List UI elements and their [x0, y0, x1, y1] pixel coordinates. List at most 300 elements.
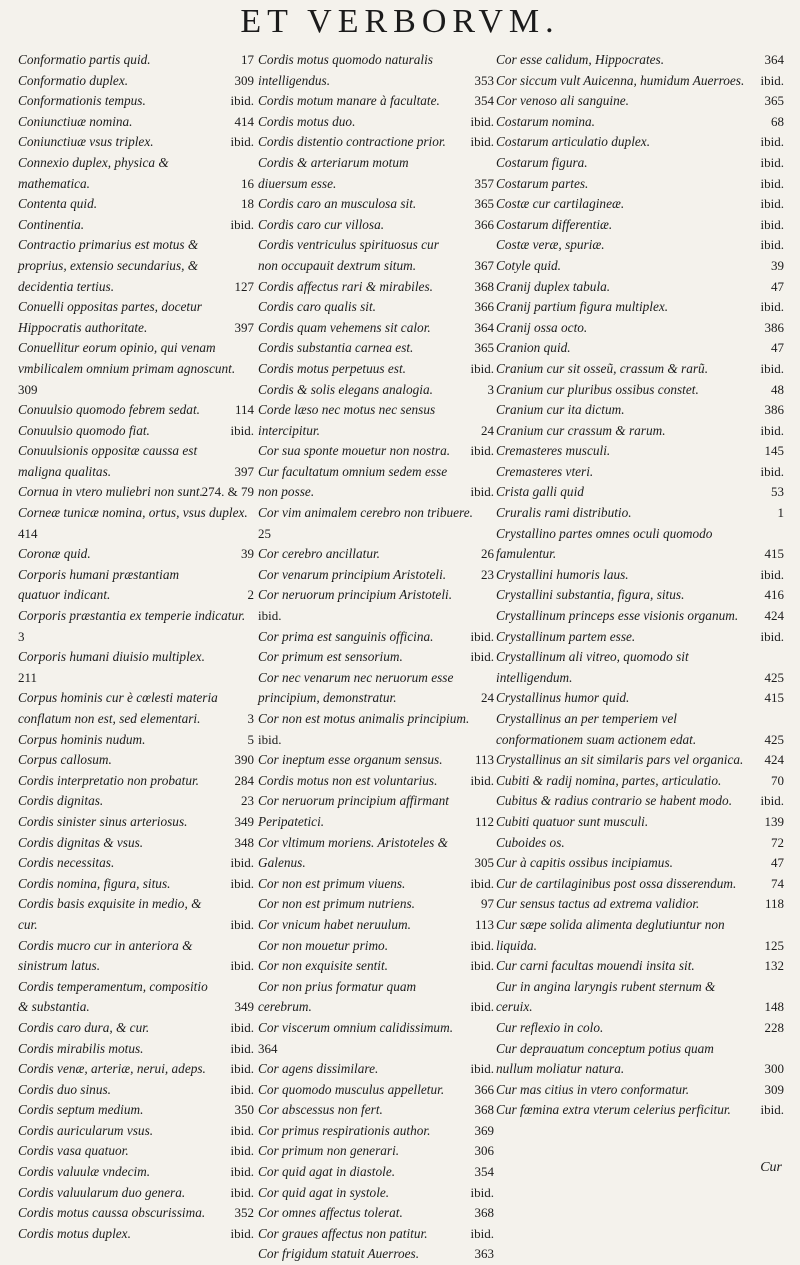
index-term: Crystallinus an sit similaris pars vel organica.: [496, 752, 744, 768]
index-term: Conuulsio quomodo fiat.: [18, 422, 150, 438]
index-term: Cur mas citius in vtero conformatur.: [496, 1081, 690, 1097]
page-reference: 368: [474, 1102, 494, 1118]
page-reference: 148: [764, 999, 784, 1015]
index-term: Cur de cartilaginibus post ossa disserendum.: [496, 875, 737, 891]
index-entry: [18, 1100, 254, 1121]
index-term: Cor sua sponte mouetur non nostra.: [258, 443, 451, 459]
index-entry: [18, 1039, 254, 1060]
index-term: Contenta quid.: [18, 196, 98, 212]
index-entry: [258, 750, 494, 771]
index-entry: [496, 771, 784, 792]
index-entry: [496, 791, 784, 812]
index-term: Cordis valuularum duo genera.: [18, 1184, 186, 1200]
page-reference: 354: [474, 1164, 494, 1180]
index-term: Conformatio duplex.: [18, 72, 129, 88]
page-reference: ibid.: [470, 649, 494, 665]
page-reference: ibid.: [760, 134, 784, 150]
page-reference: ibid.: [760, 216, 784, 232]
index-term: Cur facultatum omnium sedem esse non posse.: [258, 463, 448, 500]
index-term: Cor viscerum omnium calidissimum.: [258, 1019, 454, 1035]
index-entry: [496, 215, 784, 236]
index-term: Cordis ventriculus spirituosus cur non occupauit dextrum situm.: [258, 237, 439, 273]
index-entry: [258, 1183, 494, 1204]
index-column-2: [258, 50, 494, 1265]
page-reference: ibid.: [470, 113, 494, 129]
index-term: Cornua in vtero muliebri non sunt.: [18, 484, 203, 500]
page-reference: ibid.: [760, 1102, 784, 1118]
page-reference: 114: [234, 402, 254, 418]
page-reference: 306: [474, 1143, 494, 1159]
index-term: Coniunctiuæ vsus triplex.: [18, 134, 154, 150]
index-entry: [258, 894, 494, 915]
index-entry: [18, 194, 254, 215]
index-entry: [18, 235, 254, 297]
index-entry: [18, 1203, 254, 1224]
page-reference: 348: [234, 834, 254, 850]
index-term: Cordis caro an musculosa sit.: [258, 196, 417, 212]
index-entry: [18, 977, 254, 1018]
index-entry: [496, 297, 784, 318]
index-entry: [258, 318, 494, 339]
page-reference: ibid.: [470, 1184, 494, 1200]
index-term: Costarum articulatio duplex.: [496, 134, 651, 150]
index-entry: [18, 1018, 254, 1039]
page-reference: 23: [481, 566, 494, 582]
index-term: Costæ veræ, spuriæ.: [496, 237, 605, 253]
index-entry: [18, 1183, 254, 1204]
index-entry: [258, 380, 494, 401]
index-entry: [18, 1080, 254, 1101]
index-entry: [496, 977, 784, 1018]
page-reference: 118: [764, 896, 784, 912]
index-term: Cranij duplex tabula.: [496, 278, 611, 294]
index-term: Costarum figura.: [496, 154, 588, 170]
index-term: Crystallinum ali vitreo, quomodo sit intelligendum.: [496, 649, 689, 685]
index-term: Cranium cur ita dictum.: [496, 402, 625, 418]
index-entry: [258, 462, 494, 503]
page-reference: 414: [234, 113, 254, 129]
index-entry: [496, 874, 784, 895]
index-term: Crystallini substantia, figura, situs.: [496, 587, 685, 603]
page-reference: ibid.: [230, 93, 254, 109]
index-entry: [258, 215, 494, 236]
page-reference: 2: [247, 587, 254, 603]
index-entry: [496, 112, 784, 133]
index-entry: [496, 812, 784, 833]
index-term: Cordis dignitas & vsus.: [18, 834, 144, 850]
page-reference: ibid.: [470, 628, 494, 644]
index-entry: [18, 688, 254, 729]
index-entry: [496, 277, 784, 298]
index-entry: [18, 1224, 254, 1245]
index-term: Cranij ossa octo.: [496, 319, 588, 335]
index-entry: [496, 833, 784, 854]
page-reference: 5: [247, 731, 254, 747]
index-entry: [258, 235, 494, 276]
index-entry: [496, 627, 784, 648]
index-entry: [258, 91, 494, 112]
index-entry: [496, 91, 784, 112]
index-term: Corpus hominis nudum.: [18, 731, 146, 747]
page-reference: ibid.: [470, 134, 494, 150]
page-reference: 139: [764, 813, 784, 829]
page-reference: ibid.: [470, 484, 494, 500]
index-term: Cor non prius formatur quam cerebrum.: [258, 978, 417, 1015]
page-reference: ibid.: [470, 958, 494, 974]
page-reference: ibid.: [760, 463, 784, 479]
index-entry: [258, 338, 494, 359]
page-reference: 365: [474, 196, 494, 212]
index-term: Crystallinus humor quid.: [496, 690, 630, 706]
index-entry: [18, 730, 254, 751]
index-entry: [18, 503, 254, 544]
index-term: Cordis & arteriarum motum diuersum esse.: [258, 154, 409, 191]
index-entry: [496, 235, 784, 256]
index-term: Cor non mouetur primo.: [258, 937, 389, 953]
page-reference: ibid.: [760, 72, 784, 88]
index-term: Cor omnes affectus tolerat.: [258, 1205, 403, 1221]
index-entry: [258, 1121, 494, 1142]
index-term: Cordis caro cur villosa.: [258, 216, 385, 232]
index-entry: [18, 874, 254, 895]
index-entry: [496, 174, 784, 195]
index-term: Cordis dignitas.: [18, 793, 104, 809]
page-reference: ibid.: [230, 1164, 254, 1180]
index-entry: [258, 647, 494, 668]
index-term: Cordis necessitas.: [18, 855, 115, 871]
page-reference: 47: [771, 855, 784, 871]
index-term: Cordis temperamentum, compositio & substantia.: [18, 978, 208, 1015]
page-reference: 70: [771, 772, 784, 788]
index-term: Cur deprauatum conceptum potius quam nullum moliatur natura.: [496, 1040, 714, 1077]
page-reference: 397: [234, 319, 254, 335]
page-reference: 365: [764, 93, 784, 109]
index-entry: [258, 977, 494, 1018]
page-reference: ibid.: [470, 1061, 494, 1077]
index-entry: [496, 194, 784, 215]
index-entry: [258, 709, 494, 750]
index-entry: [258, 194, 494, 215]
index-entry: [496, 565, 784, 586]
index-entry: [18, 771, 254, 792]
index-term: Cubitus & radius contrario se habent modo.: [496, 793, 733, 809]
index-entry: [18, 750, 254, 771]
index-term: Cur reflexio in colo.: [496, 1019, 604, 1035]
index-term: Cordis motus perpetuus est.: [258, 360, 406, 376]
index-term: Cordis basis exquisite in medio, & cur.: [18, 896, 202, 932]
page-reference: ibid.: [470, 772, 494, 788]
page-reference: ibid.: [230, 1040, 254, 1056]
index-term: Cordis & solis elegans analogia.: [258, 381, 433, 397]
page-reference: 390: [234, 752, 254, 768]
index-term: Cordis motus duplex.: [18, 1225, 131, 1241]
index-entry: [258, 1162, 494, 1183]
page-reference: 274. & 79: [201, 484, 254, 500]
index-entry: [258, 1018, 494, 1059]
page-reference: ibid.: [230, 916, 254, 932]
index-entry: [496, 153, 784, 174]
index-term: Corde læso nec motus nec sensus intercipitur.: [258, 402, 436, 438]
page-reference: ibid.: [760, 360, 784, 376]
page-reference: 305: [474, 855, 494, 871]
page-reference: 113: [474, 752, 494, 768]
index-term: Cor primus respirationis author.: [258, 1122, 431, 1138]
index-term: Cor nec venarum nec neruorum esse principium, demonstratur.: [258, 669, 454, 706]
index-entry: [18, 936, 254, 977]
index-entry: [258, 400, 494, 441]
index-term: Coniunctiuæ nomina.: [18, 113, 133, 129]
index-entry: [18, 1162, 254, 1183]
index-entry: [258, 565, 494, 586]
index-entry: [258, 1141, 494, 1162]
index-entry: [496, 1018, 784, 1039]
index-term: Cordis substantia carnea est.: [258, 340, 414, 356]
index-entry: [496, 71, 784, 92]
index-term: Crystallinus an per temperiem vel conformationem suam actionem edat.: [496, 711, 697, 747]
index-entry: [18, 338, 254, 400]
index-term: Costarum nomina.: [496, 113, 595, 129]
index-entry: [18, 132, 254, 153]
index-term: Cor neruorum principium affirmant Peripatetici.: [258, 793, 449, 829]
index-term: Cor frigidum statuit Auerroes.: [258, 1246, 420, 1262]
index-entry: [258, 153, 494, 194]
page-reference: 424: [764, 752, 784, 768]
index-entry: [496, 338, 784, 359]
page-reference: 364: [764, 52, 784, 67]
page-reference: 3: [247, 711, 254, 726]
index-term: Cremasteres musculi.: [496, 443, 611, 459]
page-reference: ibid.: [470, 999, 494, 1015]
index-entry: [258, 1203, 494, 1224]
index-term: Cor non est motus animalis principium.: [258, 711, 470, 726]
page-reference: 386: [764, 319, 784, 335]
index-term: Cor primum non generari.: [258, 1143, 400, 1159]
page-reference: ibid.: [230, 1122, 254, 1138]
index-term: Cor non exquisite sentit.: [258, 958, 389, 974]
index-entry: [496, 606, 784, 627]
index-term: Cordis nomina, figura, situs.: [18, 875, 171, 891]
page-reference: 357: [474, 175, 494, 191]
page-reference: 386: [764, 402, 784, 418]
index-entry: [258, 1224, 494, 1245]
index-term: Crystallinum princeps esse visionis organum.: [496, 608, 739, 624]
page-reference: 397: [234, 463, 254, 479]
page-reference: 25: [258, 525, 271, 541]
page-reference: 416: [764, 587, 784, 603]
index-entry: [18, 833, 254, 854]
index-term: Cordis interpretatio non probatur.: [18, 772, 200, 788]
page-reference: 368: [474, 1205, 494, 1221]
catchword: Cur: [760, 1160, 782, 1175]
page-reference: 350: [234, 1102, 254, 1118]
index-term: Costæ cur cartilagineæ.: [496, 196, 625, 212]
index-term: Cordis mirabilis motus.: [18, 1040, 144, 1056]
index-term: Cordis venæ, arteriæ, nerui, adeps.: [18, 1061, 206, 1077]
index-term: Corporis humani præstantiam quatuor indicant.: [18, 566, 180, 603]
page-reference: 1: [777, 505, 784, 521]
index-term: Cor quomodo musculus appelletur.: [258, 1081, 445, 1097]
index-term: Costarum partes.: [496, 175, 589, 191]
index-term: Cor vim animalem cerebro non tribuere.: [258, 505, 473, 521]
index-entry: [18, 297, 254, 338]
index-term: Cordis motus caussa obscurissima.: [18, 1205, 206, 1221]
page-reference: 366: [474, 299, 494, 315]
index-term: Cordis duo sinus.: [18, 1081, 111, 1097]
index-entry: [496, 524, 784, 565]
index-entry: [258, 874, 494, 895]
page-reference: 309: [234, 72, 254, 88]
index-term: Cranium cur crassum & rarum.: [496, 422, 666, 438]
page-reference: 72: [771, 834, 784, 850]
index-column-3: [496, 50, 784, 1121]
index-entry: [18, 1121, 254, 1142]
index-term: Cor non est primum nutriens.: [258, 896, 415, 912]
index-entry: [18, 1059, 254, 1080]
index-term: Conuulsionis oppositæ caussa est maligna qualitas.: [18, 443, 198, 479]
index-term: Cranij partium figura multiplex.: [496, 299, 669, 315]
index-entry: [258, 915, 494, 936]
page-reference: 354: [474, 93, 494, 109]
index-entry: [258, 668, 494, 709]
index-term: Cranium cur pluribus ossibus constet.: [496, 381, 699, 397]
index-term: Cur fœmina extra vterum celerius perficitur.: [496, 1102, 731, 1118]
index-term: Corpus hominis cur è cœlesti materia conflatum non est, sed elementari.: [18, 690, 218, 726]
index-column-1: [18, 50, 254, 1244]
index-entry: [496, 1080, 784, 1101]
index-term: Cordis mucro cur in anteriora & sinistrum latus.: [18, 937, 193, 974]
index-entry: [18, 112, 254, 133]
page-reference: 47: [771, 340, 784, 356]
index-entry: [18, 71, 254, 92]
index-term: Cordis distentio contractione prior.: [258, 134, 446, 150]
index-term: Cor agens dissimilare.: [258, 1061, 379, 1077]
page-reference: ibid.: [760, 299, 784, 315]
index-entry: [258, 132, 494, 153]
index-term: Cranion quid.: [496, 340, 571, 356]
index-term: Conuulsio quomodo febrem sedat.: [18, 402, 200, 418]
index-term: Corpus callosum.: [18, 752, 112, 768]
index-entry: [496, 503, 784, 524]
page-reference: 228: [764, 1019, 784, 1035]
page-reference: 26: [481, 546, 494, 562]
page-reference: 309: [764, 1081, 784, 1097]
index-term: Cur à capitis ossibus incipiamus.: [496, 855, 673, 871]
index-term: Cordis motus quomodo naturalis intelligendus.: [258, 52, 433, 88]
page-reference: 53: [771, 484, 784, 500]
index-term: Cordis caro dura, & cur.: [18, 1019, 150, 1035]
index-entry: [258, 441, 494, 462]
page-reference: ibid.: [470, 937, 494, 953]
page-reference: ibid.: [230, 1019, 254, 1035]
index-term: Cor quid agat in systole.: [258, 1184, 390, 1200]
page-reference: 366: [474, 1081, 494, 1097]
index-entry: [496, 441, 784, 462]
index-entry: [18, 153, 254, 194]
index-term: Cor vltimum moriens. Aristoteles & Galenus.: [258, 834, 448, 871]
index-term: Cor venoso ali sanguine.: [496, 93, 629, 109]
index-entry: [18, 482, 254, 503]
page-reference: 364: [474, 319, 494, 335]
index-entry: [18, 565, 254, 606]
index-term: Cuboides os.: [496, 834, 565, 850]
index-term: Cordis valuulæ vndecim.: [18, 1164, 151, 1180]
page-reference: ibid.: [258, 608, 282, 624]
page-reference: ibid.: [760, 628, 784, 644]
index-entry: [18, 215, 254, 236]
page-reference: ibid.: [760, 237, 784, 253]
index-term: Cordis vasa quatuor.: [18, 1143, 129, 1159]
page-reference: ibid.: [230, 1081, 254, 1097]
page-reference: 16: [241, 175, 254, 191]
index-entry: [496, 709, 784, 750]
index-term: Crystallinum partem esse.: [496, 628, 636, 644]
index-entry: [496, 318, 784, 339]
index-term: Cordis auricularum vsus.: [18, 1122, 154, 1138]
page-reference: ibid.: [230, 1225, 254, 1241]
index-entry: [258, 1059, 494, 1080]
page-reference: ibid.: [470, 360, 494, 376]
index-term: Cor prima est sanguinis officina.: [258, 628, 434, 644]
page-reference: ibid.: [230, 855, 254, 871]
index-entry: [496, 359, 784, 380]
page-reference: ibid.: [760, 422, 784, 438]
index-term: Cor abscessus non fert.: [258, 1102, 383, 1118]
index-entry: [496, 1039, 784, 1080]
index-entry: [18, 544, 254, 565]
index-term: Cor cerebro ancillatur.: [258, 546, 381, 562]
index-entry: [258, 1080, 494, 1101]
index-term: Conuelli oppositas partes, docetur Hippocratis authoritate.: [18, 299, 202, 335]
index-entry: [258, 833, 494, 874]
index-entry: [18, 91, 254, 112]
page-reference: ibid.: [760, 793, 784, 809]
index-entry: [496, 894, 784, 915]
page-reference: ibid.: [230, 134, 254, 150]
index-entry: [496, 956, 784, 977]
index-term: Cranium cur sit osseũ, crassum & rarũ.: [496, 360, 709, 376]
page-reference: 349: [234, 813, 254, 829]
index-entry: [18, 1141, 254, 1162]
index-entry: [496, 853, 784, 874]
page-reference: 24: [481, 422, 494, 438]
page-reference: 127: [234, 278, 254, 294]
page-reference: 74: [771, 875, 784, 891]
index-term: Cordis septum medium.: [18, 1102, 144, 1118]
index-term: Corporis humani diuisio multiplex.: [18, 649, 205, 665]
page-reference: ibid.: [230, 958, 254, 974]
page-reference: 369: [474, 1122, 494, 1138]
page-reference: 3: [18, 628, 25, 644]
index-entry: [496, 421, 784, 442]
page-reference: ibid.: [470, 443, 494, 459]
page-reference: 284: [234, 772, 254, 788]
page-reference: ibid.: [230, 875, 254, 891]
index-term: Cur sæpe solida alimenta deglutiuntur non liquida.: [496, 916, 725, 953]
index-entry: [496, 256, 784, 277]
index-entry: [18, 50, 254, 71]
index-term: Cordis motus duo.: [258, 113, 356, 129]
index-term: Cordis motum manare à facultate.: [258, 93, 440, 109]
index-term: Cor graues affectus non patitur.: [258, 1225, 428, 1241]
index-term: Cur sensus tactus ad extrema validior.: [496, 896, 700, 912]
page-reference: 18: [241, 196, 254, 212]
page-reference: 112: [474, 813, 494, 829]
index-term: Crista galli quid: [496, 484, 584, 500]
index-entry: [18, 791, 254, 812]
index-entry: [258, 627, 494, 648]
index-term: Cor non est primum viuens.: [258, 875, 406, 891]
page-reference: 414: [18, 525, 38, 541]
